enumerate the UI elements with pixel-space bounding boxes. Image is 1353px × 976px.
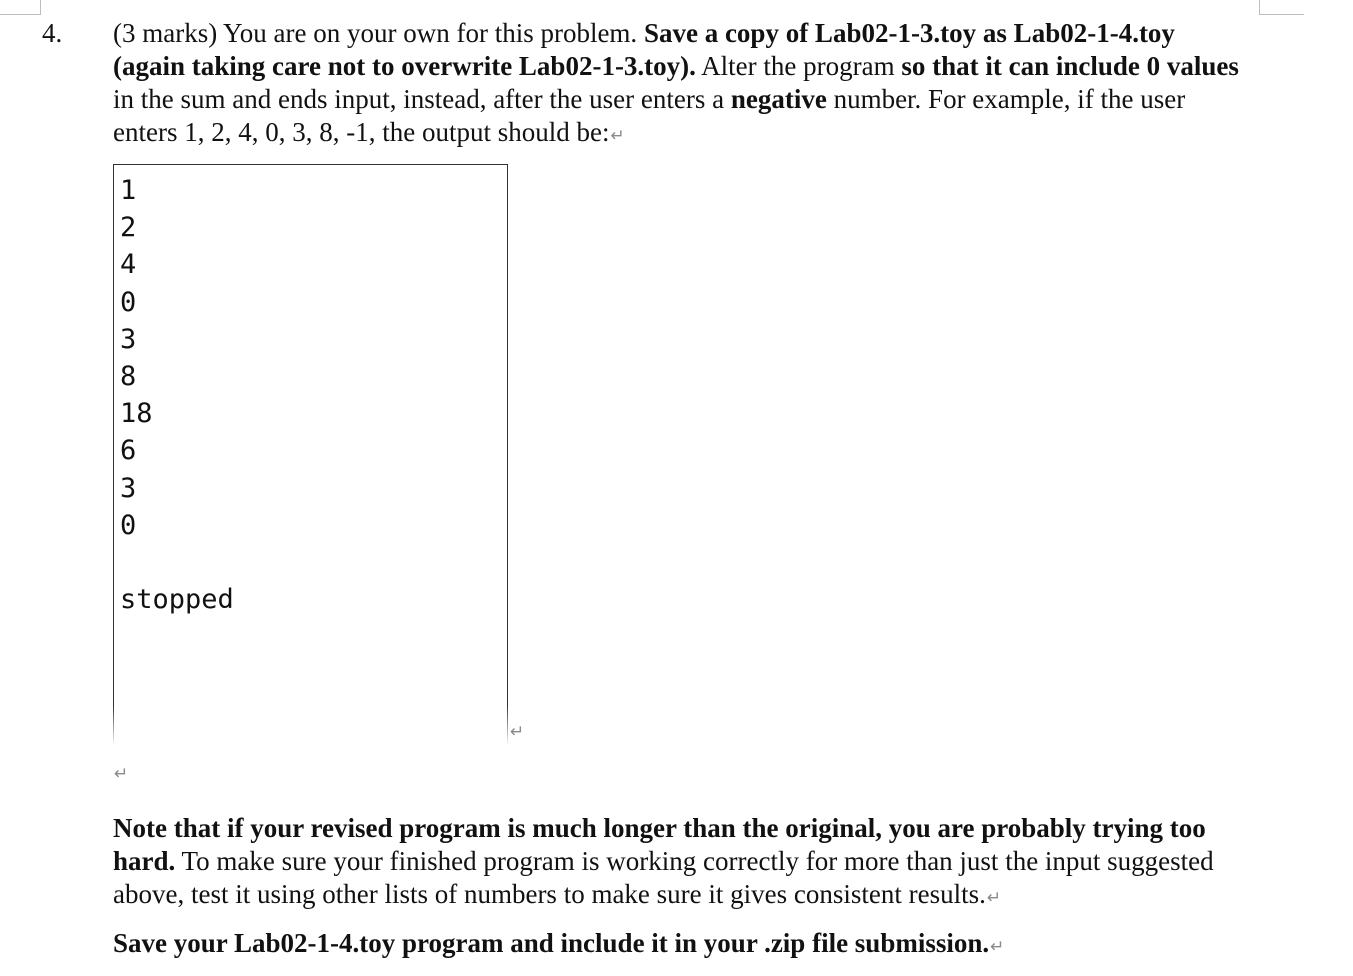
paragraph-mark-icon: ↵	[510, 722, 525, 742]
output-line: 1	[120, 175, 137, 206]
output-line: 18	[120, 398, 153, 430]
save-instruction-paragraph	[113, 927, 1248, 964]
output-line: 0	[120, 286, 137, 318]
question-text-1: (3 marks) You are on your own for this problem.	[113, 18, 644, 48]
output-line: 3	[120, 472, 137, 504]
question-bold-save-copy: Save a copy of Lab02-1-3.toy as Lab02-1-4.toy (again taking care not to overwrite Lab02-1-3.toy).	[113, 18, 1175, 81]
question-paragraph	[113, 17, 1248, 153]
note-bold-text: Note that if your revised program is much longer than the original, you are probably trying too hard.	[113, 813, 1206, 876]
crop-mark-top-right-horizontal	[1259, 14, 1304, 15]
save-instruction-bold-text: Save your Lab02-1-4.toy program and include it in your .zip file submission.	[113, 928, 990, 958]
question-text-4: number. For example, if the user enters 1, 2, 4, 0, 3, 8, -1, the output should be:	[113, 84, 1186, 147]
question-text-2: Alter the program	[695, 51, 902, 81]
paragraph-mark-icon: ↵	[990, 937, 1005, 957]
paragraph-mark-icon: ↵	[114, 764, 129, 784]
paragraph-mark-icon: ↵	[610, 126, 625, 146]
note-paragraph	[113, 812, 1248, 915]
output-line: 0	[120, 509, 137, 541]
output-line: 8	[120, 360, 137, 392]
output-line: 3	[120, 323, 137, 355]
crop-mark-top-left-vertical	[40, 0, 41, 15]
sample-output-box	[113, 164, 508, 746]
output-line: 2	[120, 212, 137, 244]
output-blank-line	[120, 544, 234, 581]
output-line: 6	[120, 435, 137, 467]
question-bold-negative: negative	[730, 84, 827, 114]
output-status-stopped: stopped	[120, 584, 234, 616]
crop-mark-top-right-vertical	[1259, 0, 1260, 15]
note-text: To make sure your finished program is working correctly for more than just the input suggested above, test it using other lists of numbers to make sure it gives consistent results.	[113, 846, 1214, 909]
crop-mark-top-left-horizontal	[0, 14, 41, 15]
question-bold-include-zero: so that it can include 0 values	[901, 51, 1239, 81]
list-number: 4.	[42, 18, 63, 48]
question-text-3: in the sum and ends input, instead, after the user enters a	[113, 84, 731, 114]
sample-output-lines	[120, 172, 234, 618]
output-line: 4	[120, 249, 137, 281]
paragraph-mark-icon: ↵	[986, 888, 1002, 908]
